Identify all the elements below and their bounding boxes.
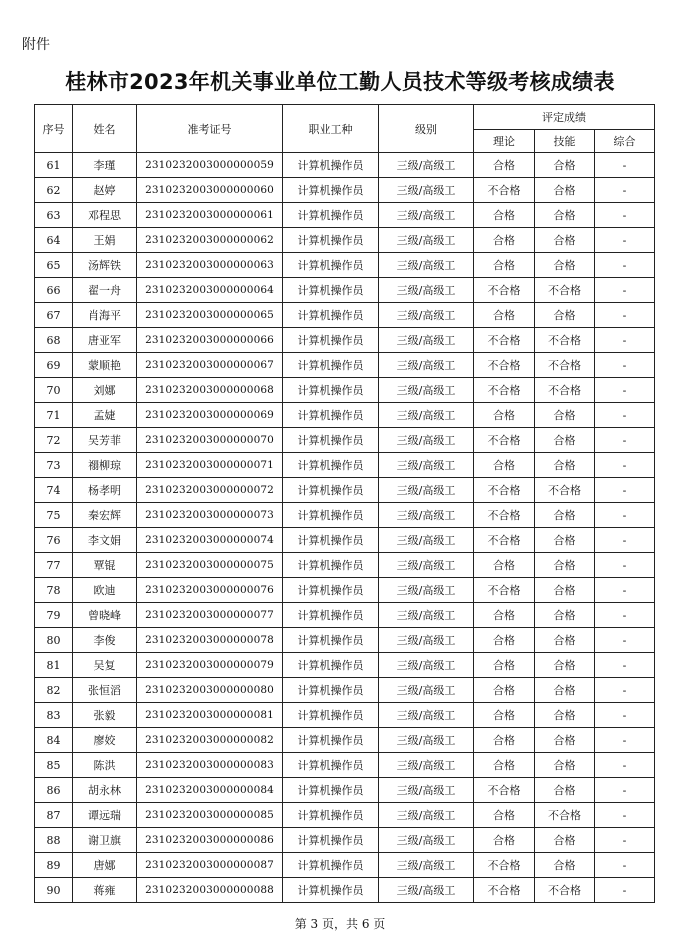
cell-overall: - (595, 153, 655, 178)
table-row (35, 353, 655, 378)
cell-theory: 合格 (474, 753, 535, 778)
cell-skill: 不合格 (535, 378, 595, 403)
table-row (35, 453, 655, 478)
cell-seq: 88 (35, 828, 73, 853)
cell-theory: 不合格 (474, 503, 535, 528)
cell-name: 翟一舟 (73, 278, 137, 303)
cell-seq: 83 (35, 703, 73, 728)
cell-name: 吴复 (73, 653, 137, 678)
cell-seq: 80 (35, 628, 73, 653)
cell-seq: 66 (35, 278, 73, 303)
cell-seq: 76 (35, 528, 73, 553)
cell-skill: 合格 (535, 228, 595, 253)
table-row (35, 428, 655, 453)
cell-seq: 62 (35, 178, 73, 203)
table-row (35, 728, 655, 753)
cell-level: 三级/高级工 (379, 803, 474, 828)
cell-exam-id: 2310232003000000087 (137, 853, 283, 878)
cell-overall: - (595, 178, 655, 203)
cell-level: 三级/高级工 (379, 228, 474, 253)
cell-theory: 合格 (474, 628, 535, 653)
cell-skill: 合格 (535, 753, 595, 778)
cell-theory: 不合格 (474, 278, 535, 303)
header-result-group: 评定成绩 (474, 105, 655, 130)
cell-exam-id: 2310232003000000059 (137, 153, 283, 178)
cell-skill: 不合格 (535, 278, 595, 303)
cell-overall: - (595, 553, 655, 578)
cell-overall: - (595, 478, 655, 503)
cell-exam-id: 2310232003000000066 (137, 328, 283, 353)
cell-name: 李文娟 (73, 528, 137, 553)
header-overall: 综合 (595, 130, 655, 153)
cell-name: 唐娜 (73, 853, 137, 878)
cell-overall: - (595, 503, 655, 528)
cell-name: 李俊 (73, 628, 137, 653)
cell-seq: 86 (35, 778, 73, 803)
cell-level: 三级/高级工 (379, 428, 474, 453)
cell-theory: 不合格 (474, 578, 535, 603)
cell-theory: 合格 (474, 728, 535, 753)
cell-level: 三级/高级工 (379, 403, 474, 428)
cell-exam-id: 2310232003000000068 (137, 378, 283, 403)
table-row (35, 503, 655, 528)
table-row (35, 303, 655, 328)
cell-name: 胡永林 (73, 778, 137, 803)
cell-job: 计算机操作员 (283, 353, 379, 378)
cell-skill: 合格 (535, 628, 595, 653)
cell-exam-id: 2310232003000000080 (137, 678, 283, 703)
cell-overall: - (595, 278, 655, 303)
cell-name: 陈洪 (73, 753, 137, 778)
table-row (35, 753, 655, 778)
cell-level: 三级/高级工 (379, 653, 474, 678)
cell-exam-id: 2310232003000000064 (137, 278, 283, 303)
table-row (35, 228, 655, 253)
cell-theory: 合格 (474, 253, 535, 278)
cell-seq: 81 (35, 653, 73, 678)
cell-name: 赵婷 (73, 178, 137, 203)
cell-overall: - (595, 403, 655, 428)
cell-exam-id: 2310232003000000073 (137, 503, 283, 528)
cell-theory: 不合格 (474, 528, 535, 553)
cell-exam-id: 2310232003000000078 (137, 628, 283, 653)
table-row (35, 803, 655, 828)
cell-job: 计算机操作员 (283, 803, 379, 828)
cell-theory: 合格 (474, 403, 535, 428)
cell-job: 计算机操作员 (283, 653, 379, 678)
cell-exam-id: 2310232003000000079 (137, 653, 283, 678)
table-row (35, 378, 655, 403)
table-row (35, 653, 655, 678)
cell-exam-id: 2310232003000000086 (137, 828, 283, 853)
cell-theory: 合格 (474, 703, 535, 728)
cell-overall: - (595, 628, 655, 653)
cell-name: 王娟 (73, 228, 137, 253)
cell-job: 计算机操作员 (283, 403, 379, 428)
cell-exam-id: 2310232003000000067 (137, 353, 283, 378)
cell-exam-id: 2310232003000000061 (137, 203, 283, 228)
cell-job: 计算机操作员 (283, 553, 379, 578)
cell-name: 禤柳琼 (73, 453, 137, 478)
cell-exam-id: 2310232003000000060 (137, 178, 283, 203)
cell-job: 计算机操作员 (283, 178, 379, 203)
cell-job: 计算机操作员 (283, 503, 379, 528)
cell-name: 廖姣 (73, 728, 137, 753)
cell-exam-id: 2310232003000000088 (137, 878, 283, 903)
cell-name: 刘娜 (73, 378, 137, 403)
cell-name: 孟婕 (73, 403, 137, 428)
cell-seq: 75 (35, 503, 73, 528)
cell-level: 三级/高级工 (379, 503, 474, 528)
cell-theory: 不合格 (474, 178, 535, 203)
table-row (35, 703, 655, 728)
cell-level: 三级/高级工 (379, 203, 474, 228)
cell-overall: - (595, 353, 655, 378)
cell-level: 三级/高级工 (379, 778, 474, 803)
cell-overall: - (595, 528, 655, 553)
cell-level: 三级/高级工 (379, 828, 474, 853)
table-row (35, 203, 655, 228)
cell-exam-id: 2310232003000000072 (137, 478, 283, 503)
table-row (35, 328, 655, 353)
cell-name: 秦宏辉 (73, 503, 137, 528)
header-job: 职业工种 (283, 105, 379, 153)
cell-skill: 合格 (535, 603, 595, 628)
table-row (35, 278, 655, 303)
cell-seq: 85 (35, 753, 73, 778)
cell-skill: 合格 (535, 203, 595, 228)
cell-overall: - (595, 778, 655, 803)
cell-name: 汤辉铁 (73, 253, 137, 278)
table-row (35, 178, 655, 203)
cell-theory: 不合格 (474, 428, 535, 453)
cell-theory: 合格 (474, 603, 535, 628)
cell-job: 计算机操作员 (283, 228, 379, 253)
table-row (35, 828, 655, 853)
cell-name: 谭远瑞 (73, 803, 137, 828)
cell-job: 计算机操作员 (283, 828, 379, 853)
cell-job: 计算机操作员 (283, 278, 379, 303)
cell-name: 谢卫旗 (73, 828, 137, 853)
cell-seq: 90 (35, 878, 73, 903)
cell-level: 三级/高级工 (379, 753, 474, 778)
table-body (35, 153, 655, 903)
cell-name: 张恒滔 (73, 678, 137, 703)
cell-job: 计算机操作员 (283, 728, 379, 753)
cell-job: 计算机操作员 (283, 378, 379, 403)
cell-skill: 合格 (535, 778, 595, 803)
cell-name: 邓程思 (73, 203, 137, 228)
cell-exam-id: 2310232003000000062 (137, 228, 283, 253)
cell-skill: 合格 (535, 503, 595, 528)
cell-level: 三级/高级工 (379, 553, 474, 578)
table-row (35, 628, 655, 653)
header-exam-id: 准考证号 (137, 105, 283, 153)
cell-skill: 合格 (535, 578, 595, 603)
cell-skill: 不合格 (535, 478, 595, 503)
cell-skill: 不合格 (535, 878, 595, 903)
cell-overall: - (595, 828, 655, 853)
cell-job: 计算机操作员 (283, 303, 379, 328)
cell-theory: 不合格 (474, 378, 535, 403)
cell-theory: 不合格 (474, 478, 535, 503)
cell-job: 计算机操作员 (283, 853, 379, 878)
cell-seq: 71 (35, 403, 73, 428)
cell-overall: - (595, 753, 655, 778)
cell-level: 三级/高级工 (379, 278, 474, 303)
cell-name: 唐亚军 (73, 328, 137, 353)
cell-overall: - (595, 878, 655, 903)
cell-seq: 82 (35, 678, 73, 703)
header-skill: 技能 (535, 130, 595, 153)
table-row (35, 578, 655, 603)
cell-overall: - (595, 303, 655, 328)
cell-overall: - (595, 703, 655, 728)
cell-seq: 70 (35, 378, 73, 403)
cell-level: 三级/高级工 (379, 253, 474, 278)
cell-overall: - (595, 803, 655, 828)
cell-exam-id: 2310232003000000070 (137, 428, 283, 453)
cell-overall: - (595, 378, 655, 403)
header-level: 级别 (379, 105, 474, 153)
cell-exam-id: 2310232003000000085 (137, 803, 283, 828)
cell-level: 三级/高级工 (379, 378, 474, 403)
cell-level: 三级/高级工 (379, 178, 474, 203)
cell-exam-id: 2310232003000000082 (137, 728, 283, 753)
cell-level: 三级/高级工 (379, 328, 474, 353)
cell-level: 三级/高级工 (379, 878, 474, 903)
cell-seq: 89 (35, 853, 73, 878)
cell-seq: 87 (35, 803, 73, 828)
cell-level: 三级/高级工 (379, 478, 474, 503)
cell-seq: 74 (35, 478, 73, 503)
cell-seq: 84 (35, 728, 73, 753)
cell-theory: 合格 (474, 203, 535, 228)
cell-job: 计算机操作员 (283, 528, 379, 553)
cell-level: 三级/高级工 (379, 453, 474, 478)
cell-theory: 不合格 (474, 353, 535, 378)
cell-skill: 合格 (535, 828, 595, 853)
cell-exam-id: 2310232003000000075 (137, 553, 283, 578)
cell-job: 计算机操作员 (283, 203, 379, 228)
cell-name: 吴芳菲 (73, 428, 137, 453)
table-row (35, 253, 655, 278)
cell-skill: 不合格 (535, 353, 595, 378)
cell-overall: - (595, 428, 655, 453)
cell-theory: 合格 (474, 828, 535, 853)
cell-name: 蒙顺艳 (73, 353, 137, 378)
table-row (35, 678, 655, 703)
results-table (34, 104, 655, 903)
cell-job: 计算机操作员 (283, 428, 379, 453)
cell-overall: - (595, 678, 655, 703)
cell-skill: 合格 (535, 253, 595, 278)
cell-name: 蒋雍 (73, 878, 137, 903)
cell-seq: 67 (35, 303, 73, 328)
cell-skill: 合格 (535, 453, 595, 478)
cell-skill: 合格 (535, 703, 595, 728)
cell-exam-id: 2310232003000000084 (137, 778, 283, 803)
cell-level: 三级/高级工 (379, 703, 474, 728)
cell-exam-id: 2310232003000000076 (137, 578, 283, 603)
cell-seq: 63 (35, 203, 73, 228)
cell-job: 计算机操作员 (283, 703, 379, 728)
cell-overall: - (595, 853, 655, 878)
cell-level: 三级/高级工 (379, 578, 474, 603)
table-row (35, 853, 655, 878)
cell-skill: 合格 (535, 853, 595, 878)
cell-level: 三级/高级工 (379, 678, 474, 703)
cell-name: 李瑾 (73, 153, 137, 178)
cell-exam-id: 2310232003000000083 (137, 753, 283, 778)
cell-exam-id: 2310232003000000077 (137, 603, 283, 628)
cell-theory: 不合格 (474, 853, 535, 878)
cell-seq: 64 (35, 228, 73, 253)
table-row (35, 528, 655, 553)
cell-level: 三级/高级工 (379, 603, 474, 628)
cell-skill: 合格 (535, 428, 595, 453)
cell-job: 计算机操作员 (283, 628, 379, 653)
cell-job: 计算机操作员 (283, 578, 379, 603)
attachment-label: 附件 (22, 37, 50, 53)
table-row (35, 403, 655, 428)
cell-overall: - (595, 728, 655, 753)
cell-skill: 不合格 (535, 328, 595, 353)
cell-name: 杨孝明 (73, 478, 137, 503)
cell-level: 三级/高级工 (379, 728, 474, 753)
cell-overall: - (595, 253, 655, 278)
cell-skill: 合格 (535, 553, 595, 578)
cell-exam-id: 2310232003000000074 (137, 528, 283, 553)
cell-name: 覃锟 (73, 553, 137, 578)
cell-name: 欧迪 (73, 578, 137, 603)
cell-job: 计算机操作员 (283, 878, 379, 903)
cell-overall: - (595, 228, 655, 253)
cell-theory: 合格 (474, 303, 535, 328)
header-theory: 理论 (474, 130, 535, 153)
cell-level: 三级/高级工 (379, 153, 474, 178)
table-header (35, 105, 655, 153)
cell-skill: 合格 (535, 678, 595, 703)
cell-name: 曾晓峰 (73, 603, 137, 628)
cell-seq: 78 (35, 578, 73, 603)
cell-seq: 79 (35, 603, 73, 628)
cell-exam-id: 2310232003000000063 (137, 253, 283, 278)
cell-theory: 合格 (474, 553, 535, 578)
cell-theory: 合格 (474, 803, 535, 828)
header-name: 姓名 (73, 105, 137, 153)
cell-overall: - (595, 328, 655, 353)
cell-job: 计算机操作员 (283, 678, 379, 703)
cell-skill: 合格 (535, 303, 595, 328)
cell-theory: 合格 (474, 228, 535, 253)
cell-skill: 合格 (535, 528, 595, 553)
cell-overall: - (595, 203, 655, 228)
cell-seq: 72 (35, 428, 73, 453)
cell-job: 计算机操作员 (283, 153, 379, 178)
cell-job: 计算机操作员 (283, 778, 379, 803)
cell-job: 计算机操作员 (283, 753, 379, 778)
cell-job: 计算机操作员 (283, 453, 379, 478)
cell-level: 三级/高级工 (379, 853, 474, 878)
cell-skill: 合格 (535, 653, 595, 678)
table-row (35, 153, 655, 178)
cell-overall: - (595, 603, 655, 628)
cell-exam-id: 2310232003000000071 (137, 453, 283, 478)
cell-overall: - (595, 653, 655, 678)
cell-level: 三级/高级工 (379, 528, 474, 553)
cell-seq: 77 (35, 553, 73, 578)
cell-level: 三级/高级工 (379, 353, 474, 378)
page-footer: 第 3 页，共 6 页 (294, 917, 386, 931)
cell-skill: 不合格 (535, 803, 595, 828)
cell-theory: 合格 (474, 153, 535, 178)
cell-skill: 合格 (535, 728, 595, 753)
cell-seq: 68 (35, 328, 73, 353)
cell-level: 三级/高级工 (379, 628, 474, 653)
cell-theory: 不合格 (474, 328, 535, 353)
table-row (35, 778, 655, 803)
cell-theory: 合格 (474, 453, 535, 478)
table-row (35, 553, 655, 578)
cell-job: 计算机操作员 (283, 478, 379, 503)
document-title: 桂林市2023年机关事业单位工勤人员技术等级考核成绩表 (65, 70, 615, 94)
cell-level: 三级/高级工 (379, 303, 474, 328)
cell-name: 张毅 (73, 703, 137, 728)
table-row (35, 878, 655, 903)
cell-skill: 合格 (535, 153, 595, 178)
cell-theory: 不合格 (474, 778, 535, 803)
cell-job: 计算机操作员 (283, 603, 379, 628)
cell-theory: 合格 (474, 653, 535, 678)
table-row (35, 603, 655, 628)
cell-seq: 61 (35, 153, 73, 178)
table-row (35, 478, 655, 503)
cell-theory: 不合格 (474, 878, 535, 903)
header-seq: 序号 (35, 105, 73, 153)
cell-seq: 65 (35, 253, 73, 278)
cell-exam-id: 2310232003000000081 (137, 703, 283, 728)
cell-overall: - (595, 453, 655, 478)
cell-theory: 合格 (474, 678, 535, 703)
cell-seq: 73 (35, 453, 73, 478)
cell-skill: 合格 (535, 178, 595, 203)
cell-skill: 合格 (535, 403, 595, 428)
cell-seq: 69 (35, 353, 73, 378)
cell-job: 计算机操作员 (283, 328, 379, 353)
cell-job: 计算机操作员 (283, 253, 379, 278)
cell-exam-id: 2310232003000000069 (137, 403, 283, 428)
cell-overall: - (595, 578, 655, 603)
cell-name: 肖海平 (73, 303, 137, 328)
cell-exam-id: 2310232003000000065 (137, 303, 283, 328)
